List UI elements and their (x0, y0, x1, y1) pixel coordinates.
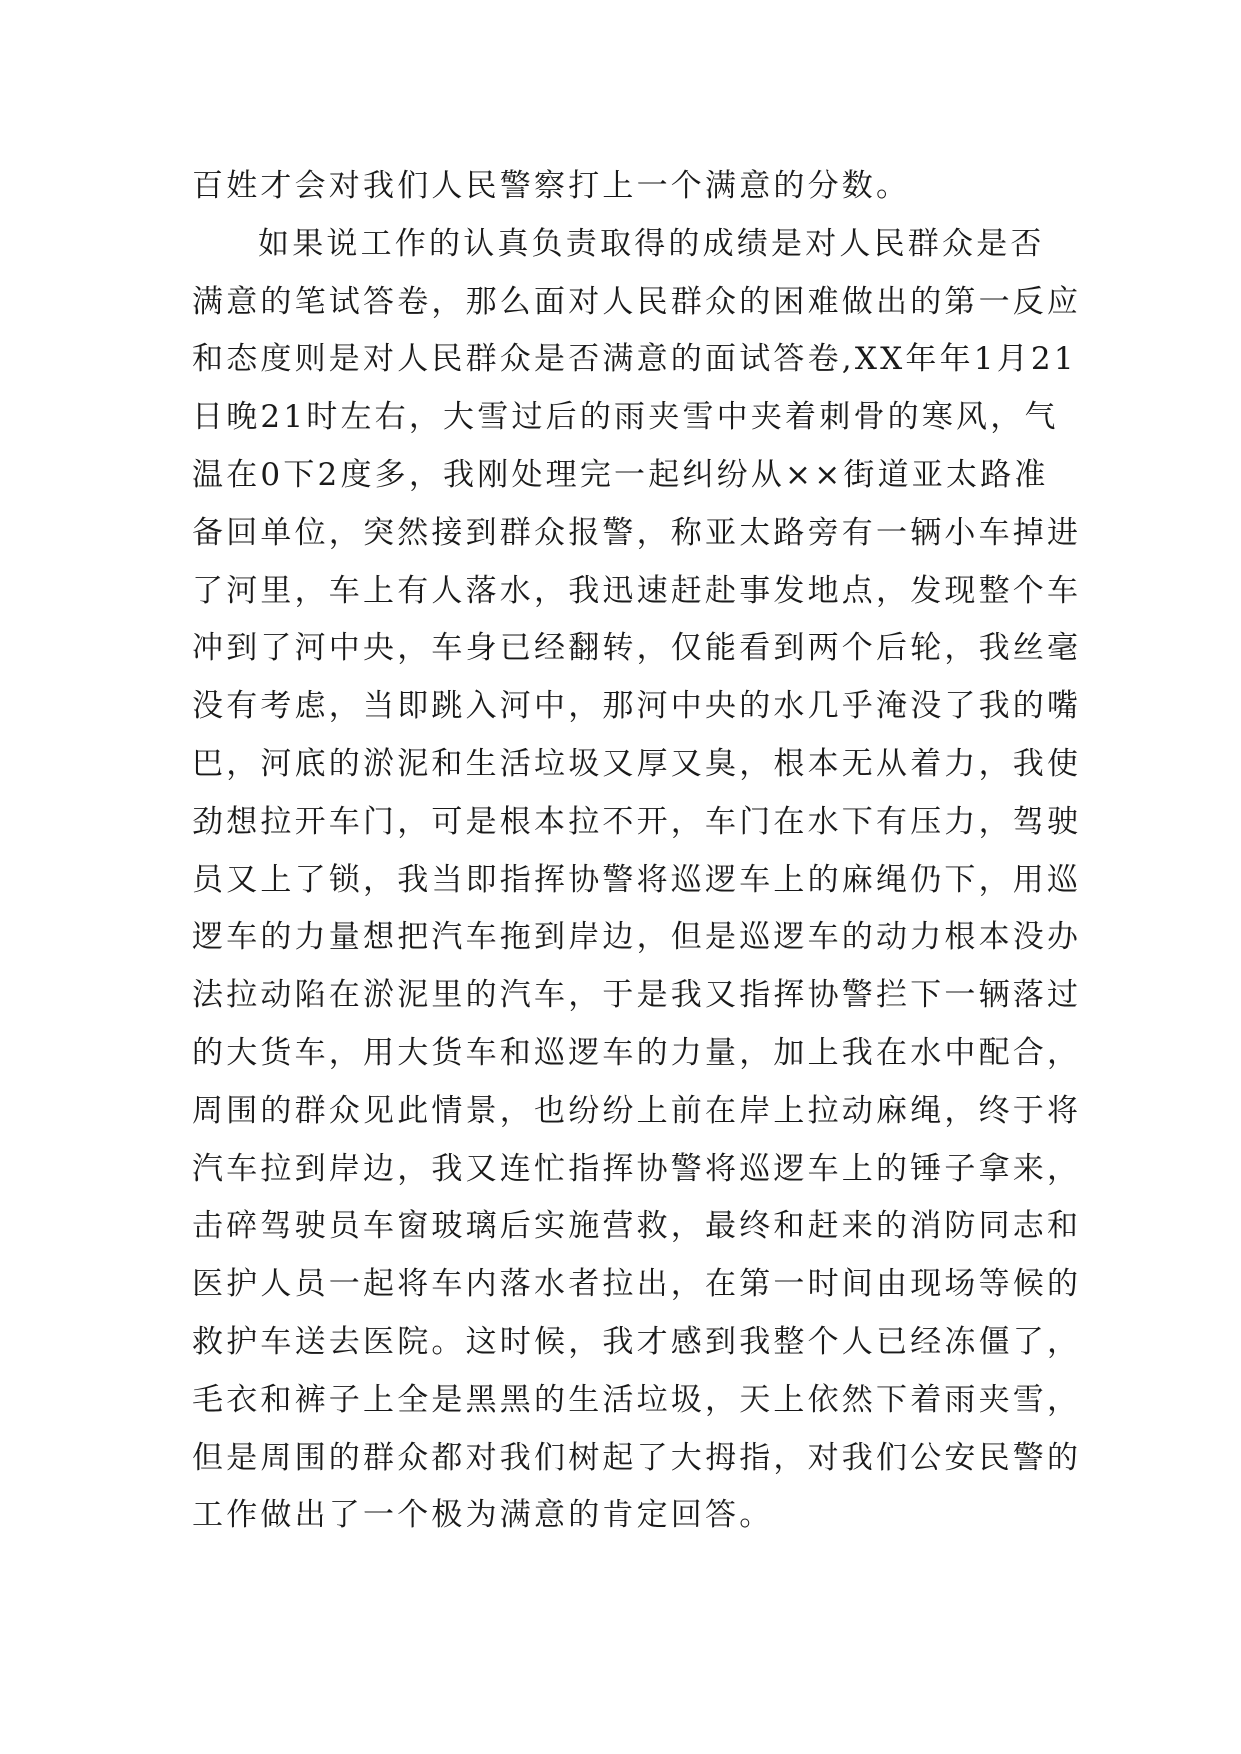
text-line: 满意的笔试答卷，那么面对人民群众的困难做出的第一反应 (192, 283, 1082, 320)
text-line: 击碎驾驶员车窗玻璃后实施营救，最终和赶来的消防同志和 (192, 1208, 1082, 1245)
text-line: 冲到了河中央，车身已经翻转，仅能看到两个后轮，我丝毫 (192, 630, 1082, 667)
text-line: 救护车送去医院。这时候，我才感到我整个人已经冻僵了， (192, 1323, 1082, 1360)
text-line: 没有考虑，当即跳入河中，那河中央的水几乎淹没了我的嘴 (192, 688, 1082, 725)
text-line: 但是周围的群众都对我们树起了大拇指，对我们公安民警的 (192, 1439, 1082, 1476)
text-line: 备回单位，突然接到群众报警，称亚太路旁有一辆小车掉进 (192, 514, 1082, 551)
text-line: 周围的群众见此情景，也纷纷上前在岸上拉动麻绳，终于将 (192, 1092, 1082, 1129)
text-line: 日晚21时左右，大雪过后的雨夹雪中夹着刺骨的寒风，气 (192, 399, 1059, 436)
text-line: 了河里，车上有人落水，我迅速赶赴事发地点，发现整个车 (192, 572, 1082, 609)
text-line: 和态度则是对人民群众是否满意的面试答卷,XX年年1月21 (192, 341, 1077, 378)
text-line: 百姓才会对我们人民警察打上一个满意的分数。 (192, 168, 911, 204)
text-line: 毛衣和裤子上全是黑黑的生活垃圾，天上依然下着雨夹雪， (192, 1381, 1082, 1418)
text-line: 巴，河底的淤泥和生活垃圾又厚又臭，根本无从着力，我使 (192, 745, 1082, 782)
text-line: 的大货车，用大货车和巡逻车的力量，加上我在水中配合， (192, 1034, 1082, 1071)
text-line: 逻车的力量想把汽车拖到岸边，但是巡逻车的动力根本没办 (192, 919, 1082, 956)
text-line: 工作做出了一个极为满意的肯定回答。 (192, 1497, 774, 1534)
text-line: 汽车拉到岸边，我又连忙指挥协警将巡逻车上的锤子拿来， (192, 1150, 1082, 1187)
text-line: 员又上了锁，我当即指挥协警将巡逻车上的麻绳仍下，用巡 (192, 861, 1082, 898)
text-line: 劲想拉开车门，可是根本拉不开，车门在水下有压力，驾驶 (192, 803, 1082, 840)
paragraph-start-line: 如果说工作的认真负责取得的成绩是对人民群众是否 (258, 225, 1045, 262)
text-line: 法拉动陷在淤泥里的汽车，于是我又指挥协警拦下一辆落过 (192, 977, 1082, 1014)
body-text (192, 158, 1082, 1545)
text-line: 温在0下2度多，我刚处理完一起纠纷从××街道亚太路准 (192, 456, 1049, 493)
text-line: 医护人员一起将车内落水者拉出，在第一时间由现场等候的 (192, 1266, 1082, 1303)
